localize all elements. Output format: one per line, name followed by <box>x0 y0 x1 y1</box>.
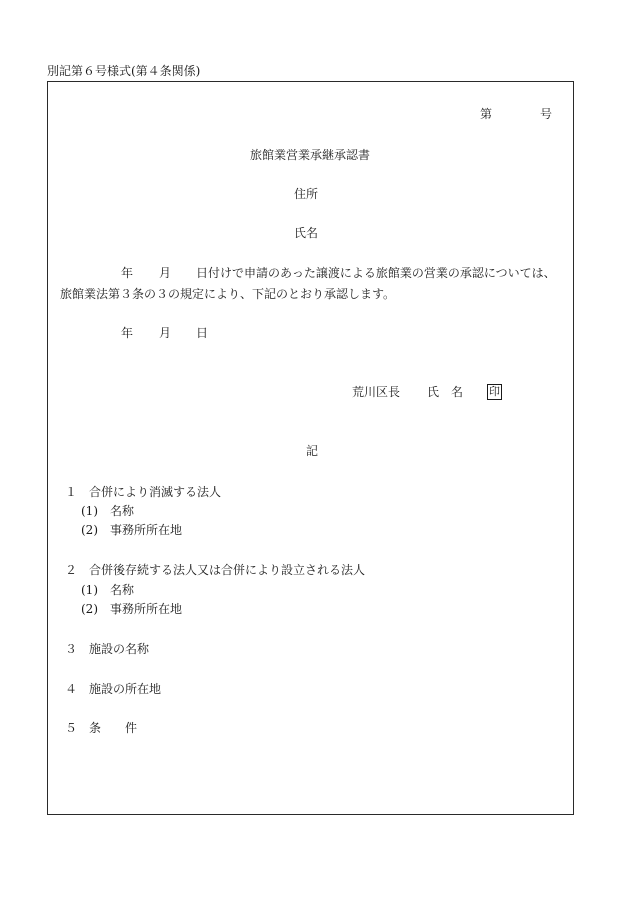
item2-sub1: (1) 名称 <box>81 583 134 597</box>
body-line1-month: 月 <box>159 266 172 280</box>
address-label: 住所 <box>294 187 319 201</box>
body-line2: 旅館業法第３条の３の規定により、下記のとおり承認します。 <box>60 287 396 301</box>
issuer-name-label: 氏 名 <box>427 385 464 399</box>
body-line1-rest: 日付けで申請のあった譲渡による旅館業の営業の承認については、 <box>196 266 556 280</box>
document-title: 旅館業営業承継承認書 <box>250 148 371 162</box>
form-label: 別記第６号様式(第４条関係) <box>47 64 201 78</box>
item1-label: １ 合併により消滅する法人 <box>65 485 222 499</box>
date-month: 月 <box>159 326 172 340</box>
body-line1-year: 年 <box>121 266 134 280</box>
name-label: 氏名 <box>294 226 319 240</box>
seal-box: 印 <box>489 385 500 398</box>
issuer-title: 荒川区長 <box>352 385 401 399</box>
item2-label: ２ 合併後存続する法人又は合併により設立される法人 <box>65 563 366 577</box>
item4-label: ４ 施設の所在地 <box>65 682 162 696</box>
seal-mark <box>487 384 502 400</box>
document-number-prefix: 第 <box>480 107 493 121</box>
date-day: 日 <box>196 326 209 340</box>
document-number-suffix: 号 <box>540 107 553 121</box>
item1-sub1: (1) 名称 <box>81 504 134 518</box>
item1-sub2: (2) 事務所所在地 <box>81 523 182 537</box>
ki-heading: 記 <box>306 444 319 458</box>
date-year: 年 <box>121 326 134 340</box>
item5-label: ５ 条 件 <box>65 721 138 735</box>
item3-label: ３ 施設の名称 <box>65 642 150 656</box>
item2-sub2: (2) 事務所所在地 <box>81 602 182 616</box>
